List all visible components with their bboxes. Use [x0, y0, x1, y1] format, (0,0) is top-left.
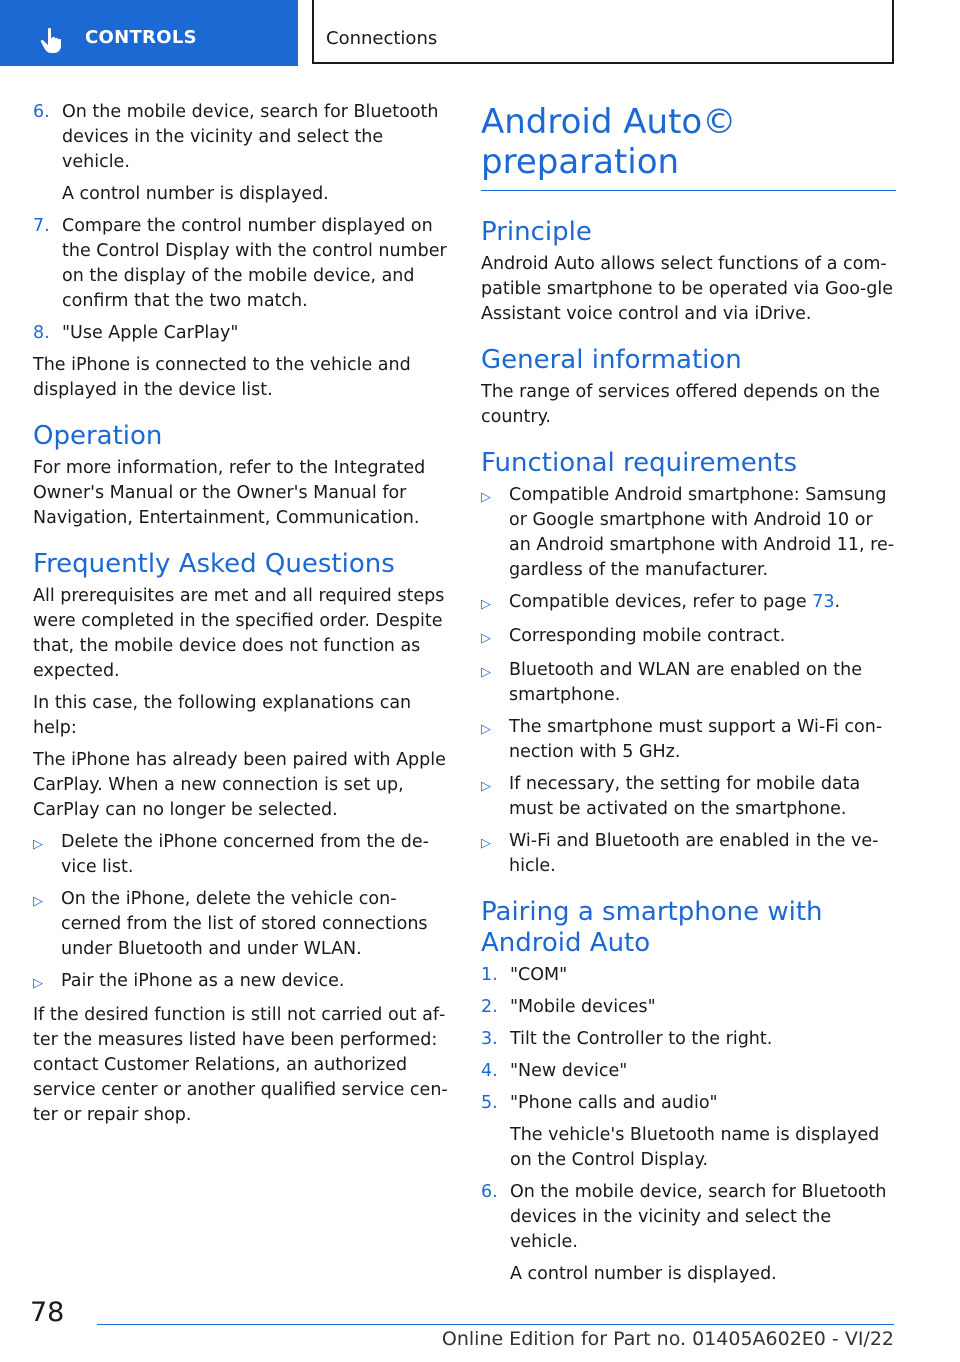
bullet-text: The smartphone must support a Wi-Fi con‐nection with 5 GHz. — [509, 717, 883, 762]
paragraph: The iPhone has already been paired with Apple CarPlay. When a new connection is set up, CarPlay can no longer be selected. — [33, 750, 446, 820]
bullet-item — [33, 969, 448, 996]
bullet-text — [509, 590, 896, 617]
main-heading: Android Auto© preparation — [481, 102, 896, 191]
page-link[interactable]: 73 — [812, 592, 835, 612]
section-heading-pairing: Pairing a smartphone with Android Auto — [481, 897, 823, 958]
footer-edition: Online Edition for Part no. 01405A602E0 - VI/22 — [441, 1328, 894, 1350]
footer-divider — [97, 1324, 894, 1325]
section-label: CONTROLS — [85, 27, 197, 48]
bullet-item — [33, 830, 448, 880]
step-number: 5. — [481, 1093, 498, 1113]
numbered-step — [481, 963, 896, 988]
paragraph: The iPhone is connected to the vehicle and displayed in the device list. — [33, 355, 411, 400]
triangle-bullet-icon: ▷ — [33, 976, 43, 991]
bullet-item — [481, 483, 896, 583]
chapter-label: Connections — [326, 28, 438, 49]
triangle-bullet-icon: ▷ — [481, 722, 491, 737]
numbered-step — [481, 1059, 896, 1084]
hand-pointer-icon — [38, 26, 66, 54]
numbered-step — [481, 1091, 896, 1116]
compat-suffix: . — [834, 592, 841, 612]
chapter-tab-connections[interactable] — [312, 0, 894, 64]
bullet-item — [481, 658, 896, 708]
step-number: 3. — [481, 1029, 498, 1049]
bullet-text: On the iPhone, delete the vehicle con‐cerned from the list of stored connections under Bluetooth and under WLAN. — [61, 889, 428, 959]
numbered-step — [481, 1027, 896, 1052]
step-number: 4. — [481, 1061, 498, 1081]
step-text: Tilt the Controller to the right. — [510, 1029, 773, 1049]
step-number: 7. — [33, 216, 50, 236]
section-tab-controls[interactable] — [0, 0, 298, 66]
step-note: A control number is displayed. — [62, 184, 329, 204]
bullet-item — [481, 715, 896, 765]
bullet-text: Corresponding mobile contract. — [509, 626, 786, 646]
triangle-bullet-icon: ▷ — [481, 490, 491, 505]
numbered-step — [33, 100, 448, 175]
page-number: 78 — [30, 1297, 65, 1328]
step-text: On the mobile device, search for Bluetooth devices in the vicinity and select the vehicle. — [510, 1182, 887, 1252]
page-header — [0, 0, 960, 66]
numbered-step — [33, 214, 448, 314]
step-number: 6. — [33, 102, 50, 122]
bullet-item — [481, 829, 896, 879]
triangle-bullet-icon: ▷ — [481, 665, 491, 680]
numbered-step — [481, 995, 896, 1020]
step-note: The vehicle's Bluetooth name is displayed on the Control Display. — [510, 1125, 880, 1170]
triangle-bullet-icon: ▷ — [481, 597, 491, 612]
step-text: Compare the control number displayed on the Control Display with the control number on the display of the mobile device, and confirm that the two match. — [62, 216, 447, 311]
bullet-text: Bluetooth and WLAN are enabled on the smartphone. — [509, 660, 863, 705]
bullet-text: Wi-Fi and Bluetooth are enabled in the ve‐hicle. — [509, 831, 879, 876]
step-text: "New device" — [510, 1061, 628, 1081]
step-text: On the mobile device, search for Bluetooth devices in the vicinity and select the vehicle. — [62, 102, 439, 172]
step-text: "Mobile devices" — [510, 997, 656, 1017]
step-note: A control number is displayed. — [510, 1264, 777, 1284]
section-heading-requirements: Functional requirements — [481, 448, 797, 478]
step-number: 1. — [481, 965, 498, 985]
numbered-step — [481, 1180, 896, 1255]
triangle-bullet-icon: ▷ — [33, 837, 43, 852]
section-heading-principle: Principle — [481, 217, 592, 247]
paragraph: If the desired function is still not carried out af‐ter the measures listed have been performed: contact Customer Relations, an authorized service center or another qualified service cen‐ter or repair shop. — [33, 1005, 448, 1125]
step-number: 2. — [481, 997, 498, 1017]
paragraph: In this case, the following explanations can help: — [33, 693, 412, 738]
compat-prefix: Compatible devices, refer to page — [509, 592, 813, 612]
right-column — [481, 100, 896, 1294]
triangle-bullet-icon: ▷ — [481, 779, 491, 794]
bullet-item — [33, 887, 448, 962]
step-text: "COM" — [510, 965, 568, 985]
step-number: 6. — [481, 1182, 498, 1202]
paragraph: Android Auto allows select functions of a com‐patible smartphone to be operated via Goo‐gle Assistant voice control and via iDrive. — [481, 254, 894, 324]
left-column — [33, 100, 448, 1135]
bullet-item — [481, 590, 896, 617]
step-number: 8. — [33, 323, 50, 343]
bullet-text: Compatible Android smartphone: Samsung or Google smartphone with Android 10 or an Android smartphone with Android 11, re‐gardless of the manufacturer. — [509, 485, 895, 580]
paragraph: All prerequisites are met and all required steps were completed in the specified order. Despite that, the mobile device does not function as expected. — [33, 586, 445, 681]
bullet-item — [481, 624, 896, 651]
step-text: "Phone calls and audio" — [510, 1093, 718, 1113]
numbered-step — [33, 321, 448, 346]
bullet-item — [481, 772, 896, 822]
bullet-text: Pair the iPhone as a new device. — [61, 971, 345, 991]
paragraph: The range of services offered depends on the country. — [481, 382, 880, 427]
section-heading-faq: Frequently Asked Questions — [33, 549, 395, 579]
bullet-text: If necessary, the setting for mobile data must be activated on the smartphone. — [509, 774, 861, 819]
triangle-bullet-icon: ▷ — [481, 631, 491, 646]
section-heading-operation: Operation — [33, 421, 163, 451]
section-heading-general: General information — [481, 345, 742, 375]
step-text: "Use Apple CarPlay" — [62, 323, 239, 343]
triangle-bullet-icon: ▷ — [33, 894, 43, 909]
paragraph: For more information, refer to the Integrated Owner's Manual or the Owner's Manual for Navigation, Entertainment, Communication. — [33, 458, 426, 528]
bullet-text: Delete the iPhone concerned from the de‐vice list. — [61, 832, 429, 877]
triangle-bullet-icon: ▷ — [481, 836, 491, 851]
